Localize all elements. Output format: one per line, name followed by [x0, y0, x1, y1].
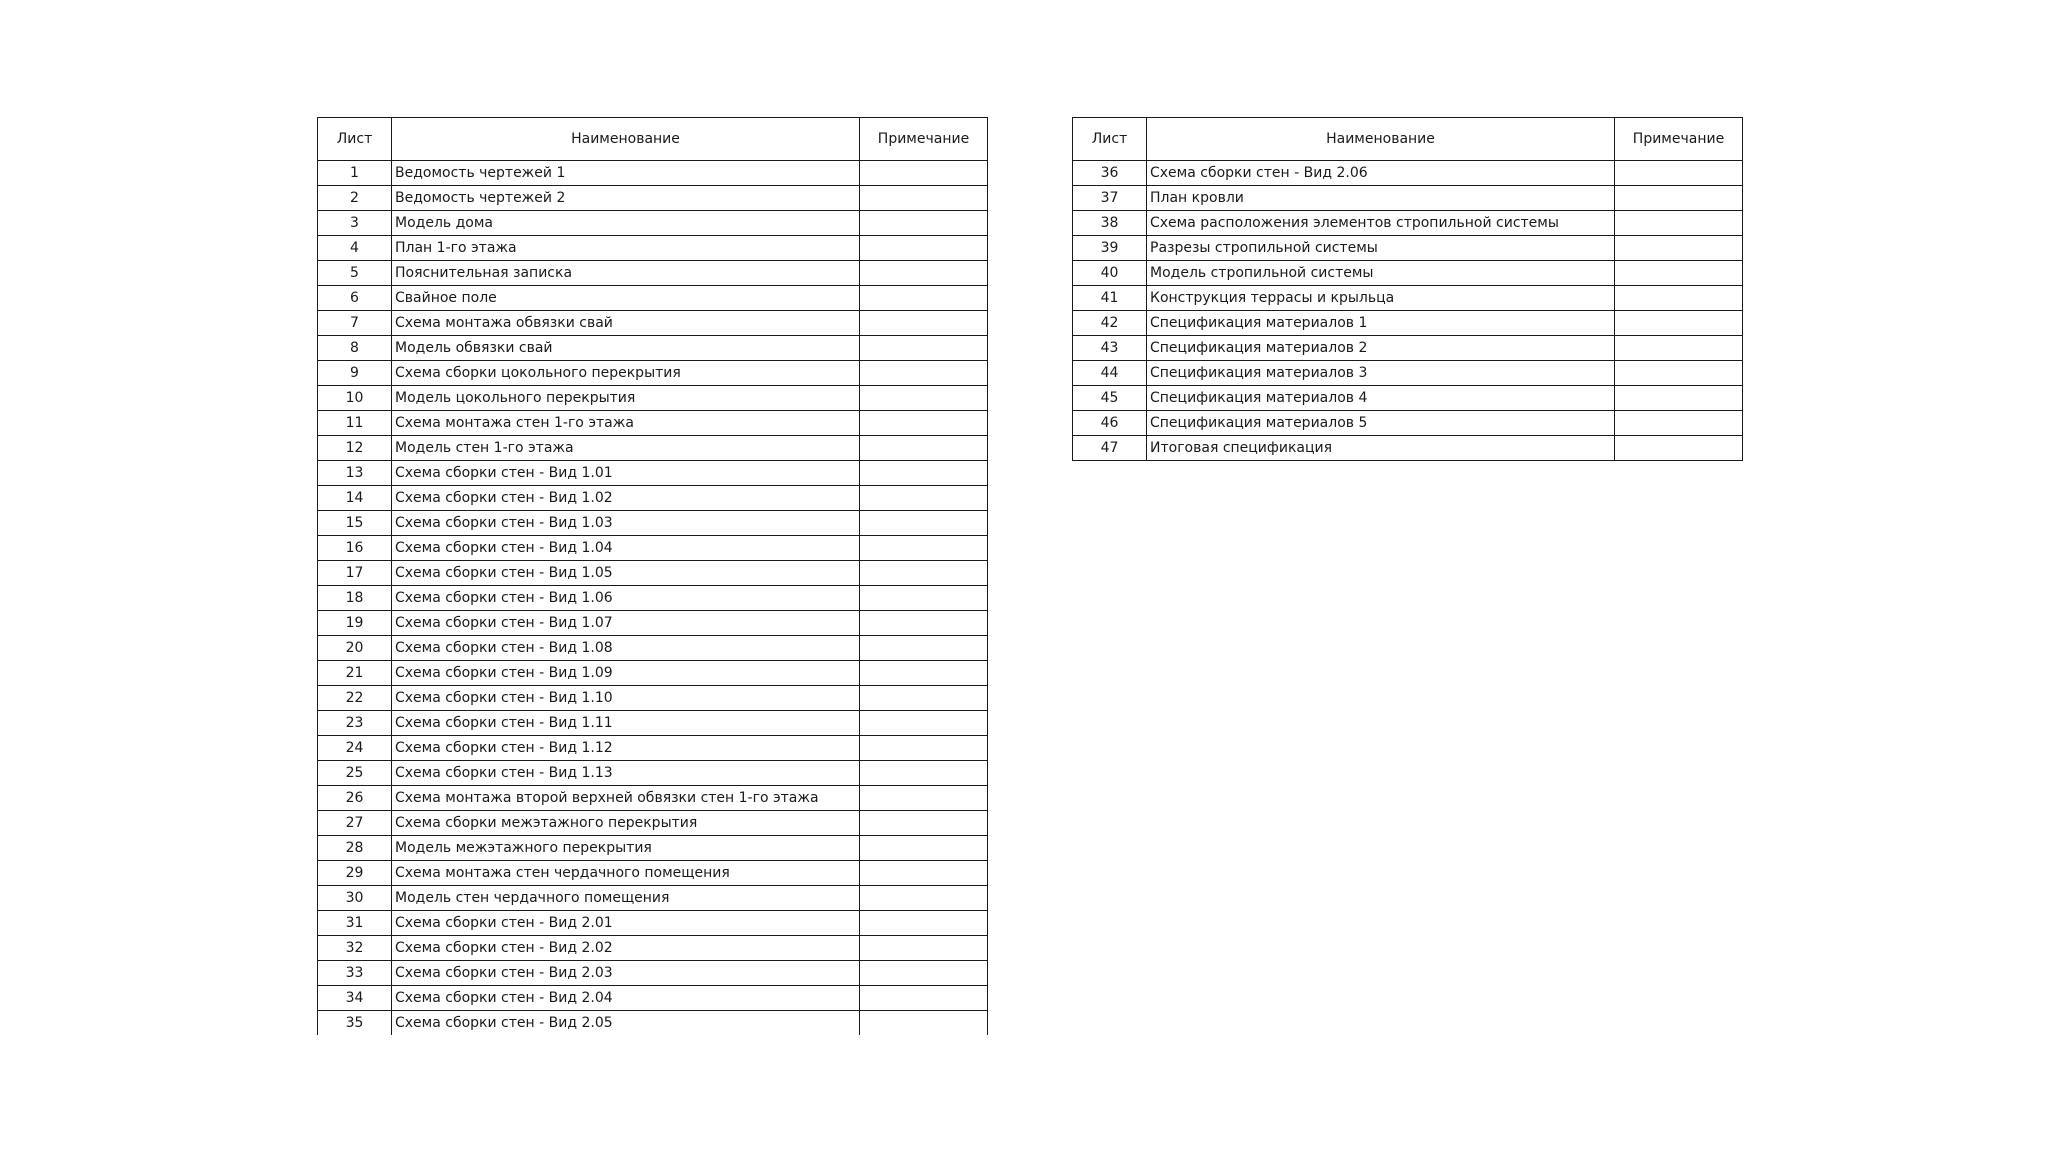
sheet-note-cell — [860, 486, 988, 511]
table-row — [318, 611, 988, 636]
sheet-note-cell — [1615, 261, 1743, 286]
sheet-name-cell: Схема сборки стен - Вид 1.04 — [392, 536, 860, 561]
sheet-name-cell: Схема сборки стен - Вид 2.03 — [392, 961, 860, 986]
sheet-name-cell: Схема сборки стен - Вид 2.04 — [392, 986, 860, 1011]
sheet-number-cell: 42 — [1073, 311, 1147, 336]
table-row — [318, 261, 988, 286]
table-row — [318, 511, 988, 536]
sheet-name-cell: Схема сборки стен - Вид 2.02 — [392, 936, 860, 961]
sheet-number-cell: 28 — [318, 836, 392, 861]
sheet-name-cell: Схема сборки цокольного перекрытия — [392, 361, 860, 386]
sheet-note-cell — [860, 636, 988, 661]
sheet-note-cell — [860, 711, 988, 736]
sheet-note-cell — [860, 586, 988, 611]
sheet-number-cell: 45 — [1073, 386, 1147, 411]
sheet-number-cell: 35 — [318, 1011, 392, 1036]
sheet-name-cell: Схема сборки стен - Вид 1.02 — [392, 486, 860, 511]
sheet-note-cell — [860, 161, 988, 186]
sheet-note-cell — [1615, 186, 1743, 211]
sheet-note-cell — [860, 811, 988, 836]
sheet-name-cell: Разрезы стропильной системы — [1147, 236, 1615, 261]
sheet-number-cell: 33 — [318, 961, 392, 986]
sheet-number-cell: 41 — [1073, 286, 1147, 311]
sheet-note-cell — [1615, 311, 1743, 336]
sheet-number-cell: 31 — [318, 911, 392, 936]
sheet-name-cell: Пояснительная записка — [392, 261, 860, 286]
sheet-name-cell: Ведомость чертежей 1 — [392, 161, 860, 186]
sheet-note-cell — [1615, 436, 1743, 461]
sheet-number-cell: 46 — [1073, 411, 1147, 436]
sheet-number-cell: 3 — [318, 211, 392, 236]
sheet-note-cell — [860, 186, 988, 211]
sheet-list-table-left — [317, 117, 988, 1035]
sheet-note-cell — [860, 236, 988, 261]
sheet-name-cell: Спецификация материалов 3 — [1147, 361, 1615, 386]
sheet-name-cell: Схема сборки стен - Вид 1.07 — [392, 611, 860, 636]
sheet-note-cell — [860, 936, 988, 961]
table-row — [318, 436, 988, 461]
sheet-number-cell: 37 — [1073, 186, 1147, 211]
table-row — [1073, 436, 1743, 461]
sheet-note-cell — [860, 861, 988, 886]
table-row — [318, 636, 988, 661]
sheet-name-cell: Схема монтажа обвязки свай — [392, 311, 860, 336]
sheet-number-cell: 2 — [318, 186, 392, 211]
sheet-note-cell — [1615, 411, 1743, 436]
sheet-name-cell: Схема сборки стен - Вид 1.03 — [392, 511, 860, 536]
table-row — [318, 336, 988, 361]
table-row — [318, 286, 988, 311]
sheet-name-cell: Модель межэтажного перекрытия — [392, 836, 860, 861]
sheet-number-cell: 22 — [318, 686, 392, 711]
table-row — [318, 936, 988, 961]
table-row — [1073, 186, 1743, 211]
table-row — [1073, 411, 1743, 436]
sheet-note-cell — [860, 786, 988, 811]
table-row — [1073, 211, 1743, 236]
sheet-number-cell: 13 — [318, 461, 392, 486]
sheet-number-cell: 12 — [318, 436, 392, 461]
table-row — [318, 711, 988, 736]
table-row — [318, 911, 988, 936]
sheet-name-cell: Схема сборки стен - Вид 2.06 — [1147, 161, 1615, 186]
sheet-name-cell: Схема сборки стен - Вид 1.12 — [392, 736, 860, 761]
table-row — [318, 411, 988, 436]
sheet-number-cell: 9 — [318, 361, 392, 386]
table-header-row — [318, 118, 988, 161]
sheet-note-cell — [860, 536, 988, 561]
sheet-note-cell — [860, 286, 988, 311]
sheet-number-cell: 38 — [1073, 211, 1147, 236]
table-row — [318, 486, 988, 511]
table-row — [318, 986, 988, 1011]
sheet-number-cell: 8 — [318, 336, 392, 361]
sheet-note-cell — [860, 311, 988, 336]
sheet-name-cell: Ведомость чертежей 2 — [392, 186, 860, 211]
sheet-number-cell: 47 — [1073, 436, 1147, 461]
sheet-note-cell — [860, 736, 988, 761]
sheet-note-cell — [1615, 236, 1743, 261]
sheet-name-cell: Схема сборки стен - Вид 1.01 — [392, 461, 860, 486]
sheet-note-cell — [860, 686, 988, 711]
table-row — [1073, 261, 1743, 286]
sheet-name-cell: Спецификация материалов 2 — [1147, 336, 1615, 361]
sheet-note-cell — [860, 411, 988, 436]
sheet-number-cell: 29 — [318, 861, 392, 886]
sheet-name-cell: Схема сборки стен - Вид 2.01 — [392, 911, 860, 936]
sheet-name-cell: Схема монтажа второй верхней обвязки стен 1-го этажа — [392, 786, 860, 811]
sheet-number-cell: 30 — [318, 886, 392, 911]
sheet-note-cell — [860, 911, 988, 936]
sheet-note-cell — [860, 436, 988, 461]
sheet-name-cell: Схема сборки стен - Вид 2.05 — [392, 1011, 860, 1036]
header-sheet: Лист — [1073, 118, 1147, 161]
table-row — [318, 461, 988, 486]
sheet-number-cell: 27 — [318, 811, 392, 836]
sheet-number-cell: 5 — [318, 261, 392, 286]
table-row — [318, 561, 988, 586]
sheet-note-cell — [860, 961, 988, 986]
table-row — [318, 361, 988, 386]
sheet-name-cell: Схема сборки стен - Вид 1.08 — [392, 636, 860, 661]
sheet-note-cell — [860, 761, 988, 786]
sheet-note-cell — [860, 661, 988, 686]
table-row — [318, 861, 988, 886]
table-row — [1073, 386, 1743, 411]
sheet-number-cell: 10 — [318, 386, 392, 411]
table-row — [318, 311, 988, 336]
header-name: Наименование — [1147, 118, 1615, 161]
sheet-note-cell — [1615, 361, 1743, 386]
sheet-number-cell: 14 — [318, 486, 392, 511]
table-row — [318, 736, 988, 761]
sheet-name-cell: Итоговая спецификация — [1147, 436, 1615, 461]
sheet-name-cell: Спецификация материалов 1 — [1147, 311, 1615, 336]
table-row — [318, 686, 988, 711]
sheet-number-cell: 36 — [1073, 161, 1147, 186]
table-row — [1073, 361, 1743, 386]
table-row — [318, 886, 988, 911]
sheet-name-cell: Схема сборки стен - Вид 1.05 — [392, 561, 860, 586]
table-row — [318, 761, 988, 786]
sheet-number-cell: 23 — [318, 711, 392, 736]
sheet-name-cell: План кровли — [1147, 186, 1615, 211]
sheet-name-cell: Модель цокольного перекрытия — [392, 386, 860, 411]
sheet-number-cell: 44 — [1073, 361, 1147, 386]
table-row — [1073, 336, 1743, 361]
sheet-note-cell — [860, 261, 988, 286]
sheet-name-cell: Модель стропильной системы — [1147, 261, 1615, 286]
sheet-note-cell — [860, 511, 988, 536]
table-row — [318, 536, 988, 561]
sheet-note-cell — [860, 986, 988, 1011]
header-note: Примечание — [1615, 118, 1743, 161]
table-header-row — [1073, 118, 1743, 161]
table-row — [318, 386, 988, 411]
sheet-note-cell — [860, 211, 988, 236]
table-row — [318, 961, 988, 986]
sheet-name-cell: Схема сборки стен - Вид 1.10 — [392, 686, 860, 711]
header-sheet: Лист — [318, 118, 392, 161]
sheet-name-cell: Свайное поле — [392, 286, 860, 311]
sheet-number-cell: 20 — [318, 636, 392, 661]
sheet-list-table-right — [1072, 117, 1743, 461]
sheet-name-cell: Модель обвязки свай — [392, 336, 860, 361]
sheet-number-cell: 32 — [318, 936, 392, 961]
table-row — [318, 161, 988, 186]
sheet-number-cell: 43 — [1073, 336, 1147, 361]
sheet-name-cell: Схема монтажа стен чердачного помещения — [392, 861, 860, 886]
table-row — [318, 836, 988, 861]
sheet-name-cell: Спецификация материалов 5 — [1147, 411, 1615, 436]
sheet-name-cell: Схема сборки межэтажного перекрытия — [392, 811, 860, 836]
table-row — [318, 811, 988, 836]
sheet-number-cell: 1 — [318, 161, 392, 186]
sheet-name-cell: Модель стен чердачного помещения — [392, 886, 860, 911]
sheet-name-cell: План 1-го этажа — [392, 236, 860, 261]
sheet-number-cell: 24 — [318, 736, 392, 761]
sheet-note-cell — [860, 561, 988, 586]
sheet-name-cell: Схема сборки стен - Вид 1.13 — [392, 761, 860, 786]
sheet-number-cell: 16 — [318, 536, 392, 561]
sheet-number-cell: 40 — [1073, 261, 1147, 286]
sheet-note-cell — [860, 611, 988, 636]
table-row — [1073, 161, 1743, 186]
sheet-note-cell — [1615, 336, 1743, 361]
sheet-note-cell — [860, 886, 988, 911]
sheet-name-cell: Конструкция террасы и крыльца — [1147, 286, 1615, 311]
sheet-name-cell: Модель стен 1-го этажа — [392, 436, 860, 461]
sheet-name-cell: Модель дома — [392, 211, 860, 236]
sheet-name-cell: Схема расположения элементов стропильной системы — [1147, 211, 1615, 236]
sheet-number-cell: 7 — [318, 311, 392, 336]
sheet-number-cell: 15 — [318, 511, 392, 536]
sheet-number-cell: 25 — [318, 761, 392, 786]
sheet-note-cell — [860, 461, 988, 486]
sheet-note-cell — [1615, 386, 1743, 411]
sheet-note-cell — [860, 336, 988, 361]
sheet-number-cell: 17 — [318, 561, 392, 586]
table-row — [318, 211, 988, 236]
sheet-name-cell: Схема сборки стен - Вид 1.11 — [392, 711, 860, 736]
table-body-right — [1073, 161, 1743, 461]
sheet-note-cell — [1615, 211, 1743, 236]
table-row — [1073, 236, 1743, 261]
sheet-note-cell — [1615, 161, 1743, 186]
sheet-note-cell — [860, 386, 988, 411]
sheet-note-cell — [860, 1011, 988, 1036]
header-note: Примечание — [860, 118, 988, 161]
table-row — [318, 586, 988, 611]
sheet-number-cell: 26 — [318, 786, 392, 811]
sheet-name-cell: Спецификация материалов 4 — [1147, 386, 1615, 411]
sheet-number-cell: 21 — [318, 661, 392, 686]
table-row — [1073, 286, 1743, 311]
sheet-note-cell — [860, 361, 988, 386]
sheet-note-cell — [1615, 286, 1743, 311]
table-row — [318, 186, 988, 211]
table-body-left — [318, 161, 988, 1036]
sheet-number-cell: 19 — [318, 611, 392, 636]
table-row — [318, 786, 988, 811]
sheet-number-cell: 18 — [318, 586, 392, 611]
sheet-name-cell: Схема сборки стен - Вид 1.06 — [392, 586, 860, 611]
table-row — [318, 661, 988, 686]
sheet-number-cell: 34 — [318, 986, 392, 1011]
sheet-number-cell: 39 — [1073, 236, 1147, 261]
sheet-number-cell: 11 — [318, 411, 392, 436]
sheet-number-cell: 4 — [318, 236, 392, 261]
sheet-name-cell: Схема сборки стен - Вид 1.09 — [392, 661, 860, 686]
sheet-note-cell — [860, 836, 988, 861]
sheet-number-cell: 6 — [318, 286, 392, 311]
table-row — [318, 236, 988, 261]
table-row — [318, 1011, 988, 1036]
header-name: Наименование — [392, 118, 860, 161]
sheet-name-cell: Схема монтажа стен 1-го этажа — [392, 411, 860, 436]
table-row — [1073, 311, 1743, 336]
